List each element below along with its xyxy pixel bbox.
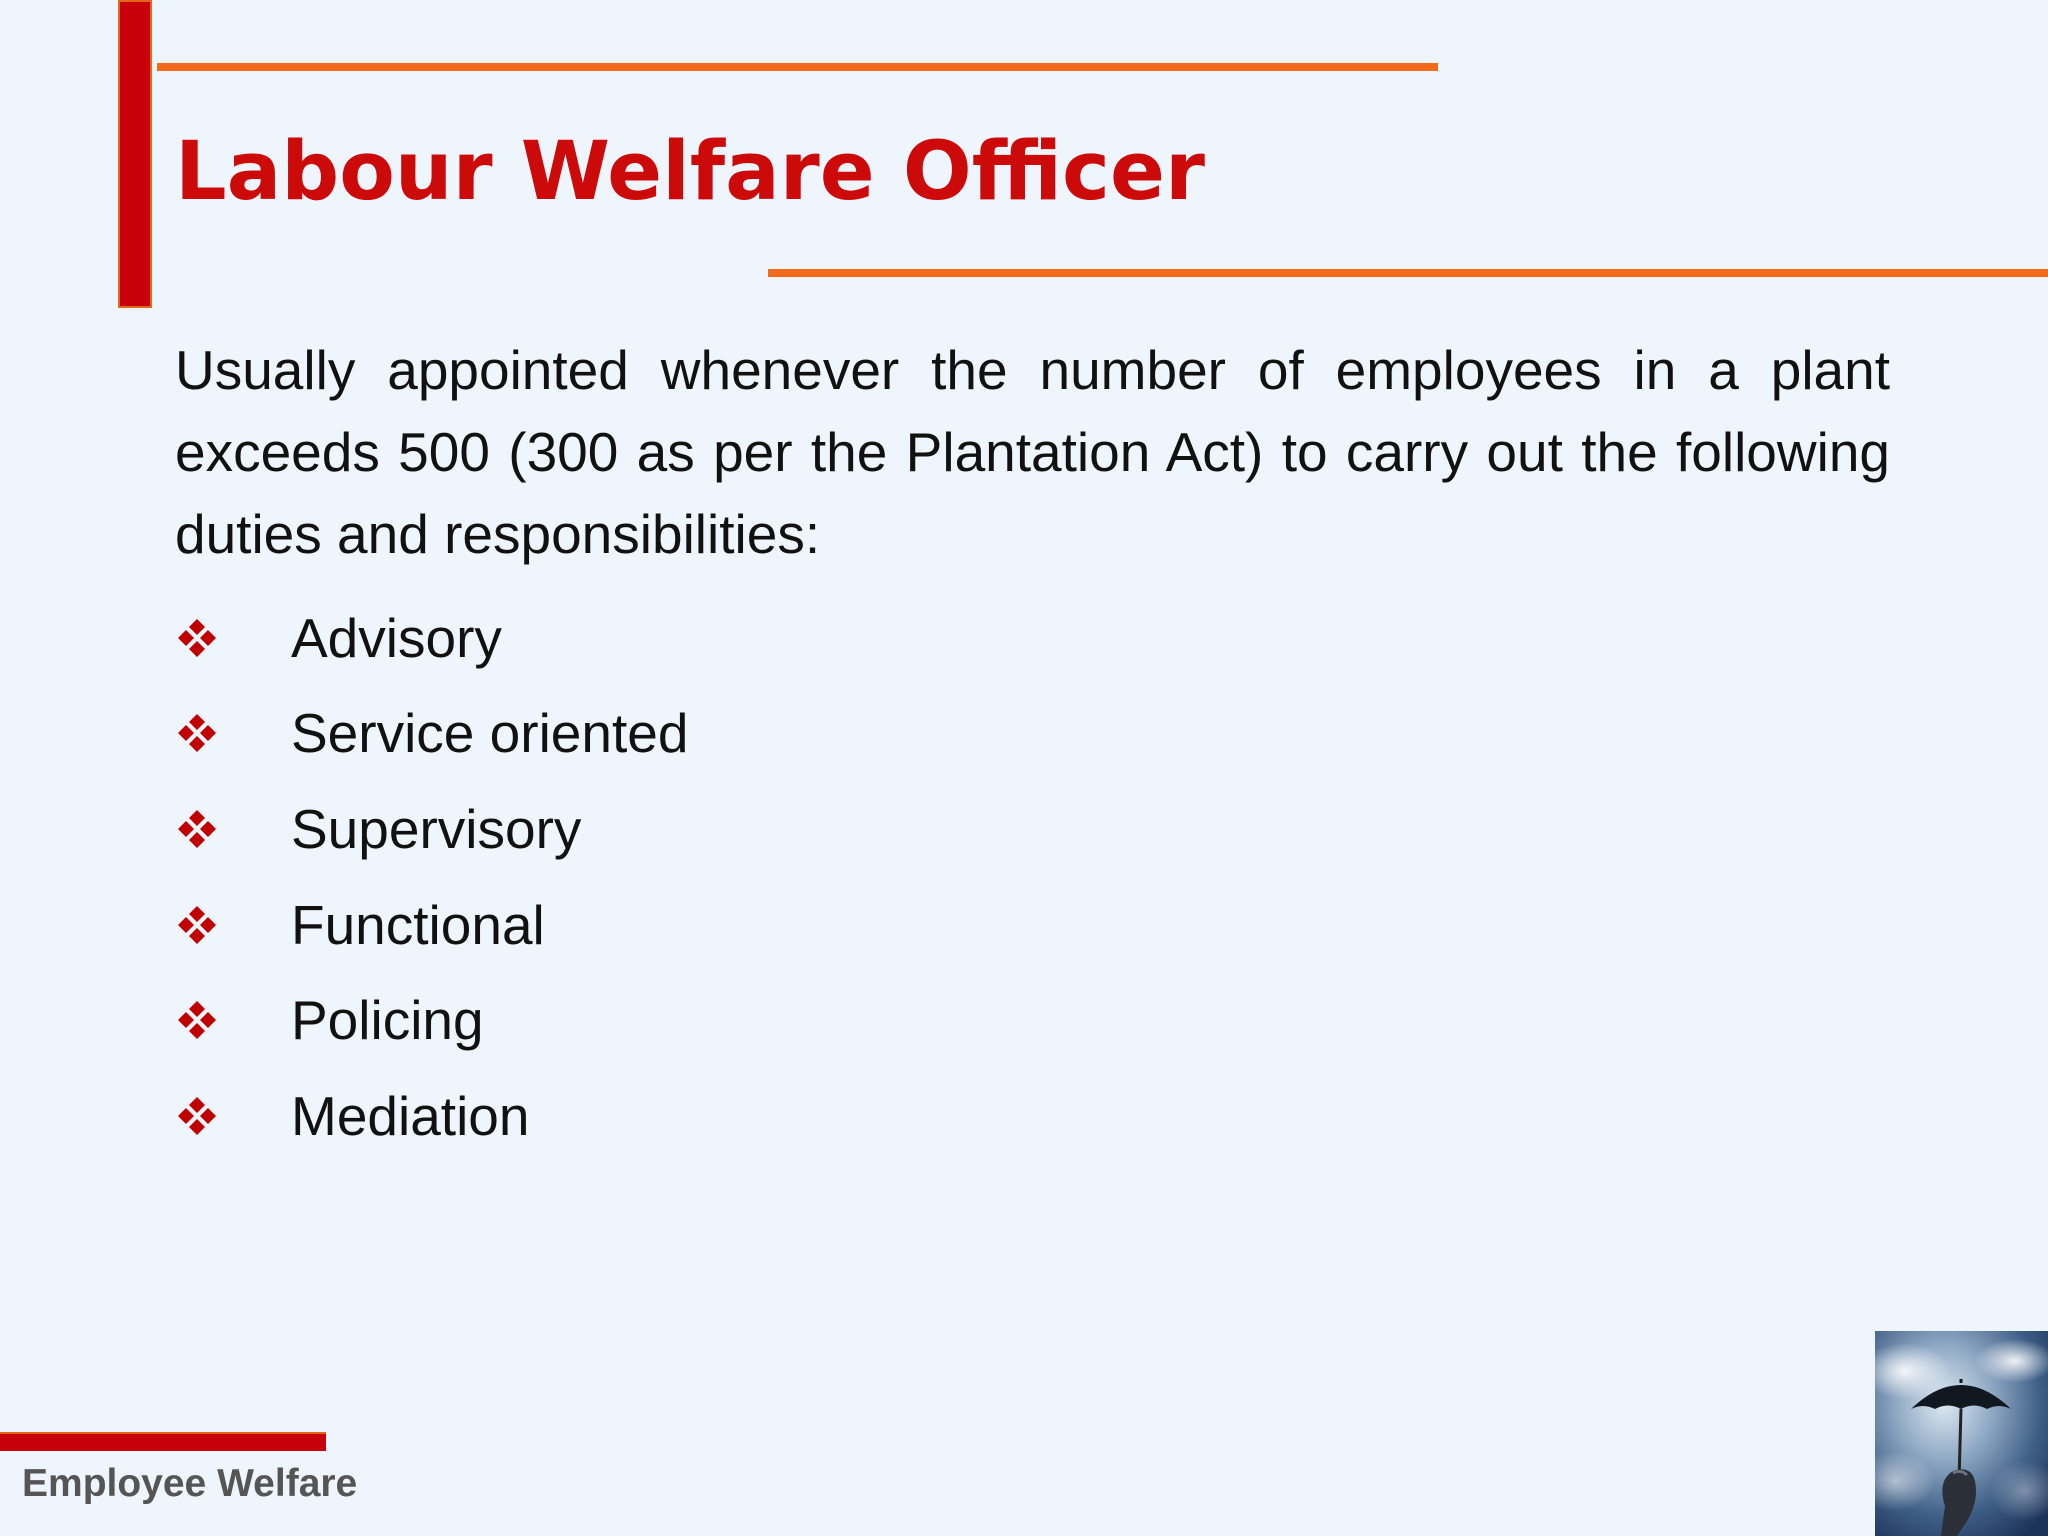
diamond-bullet-icon <box>176 999 218 1041</box>
duty-label: Policing <box>291 989 484 1052</box>
diamond-bullet-icon <box>176 1095 218 1137</box>
diamond-bullet-icon <box>176 617 218 659</box>
duty-label: Functional <box>291 893 545 956</box>
diamond-bullet-icon <box>176 904 218 946</box>
duty-label: Advisory <box>291 606 502 669</box>
left-accent-bar <box>118 0 152 308</box>
footer-accent-bar <box>0 1432 326 1451</box>
top-accent-line <box>157 63 1438 71</box>
footer-label: Employee Welfare <box>22 1462 358 1505</box>
intro-paragraph: Usually appointed whenever the number of employees in a plant exceeds 500 (300 as per the Plantation Act) to carry out the following duties and responsibilities: <box>175 339 1890 565</box>
diamond-bullet-icon <box>176 712 218 754</box>
slide-title: Labour Welfare Officer <box>175 125 1205 219</box>
title-underline <box>768 269 2048 277</box>
duty-label: Mediation <box>291 1084 530 1147</box>
umbrella-picture <box>1875 1331 2048 1536</box>
diamond-bullet-icon <box>176 808 218 850</box>
duty-label: Service oriented <box>291 702 689 765</box>
duty-label: Supervisory <box>291 797 582 860</box>
